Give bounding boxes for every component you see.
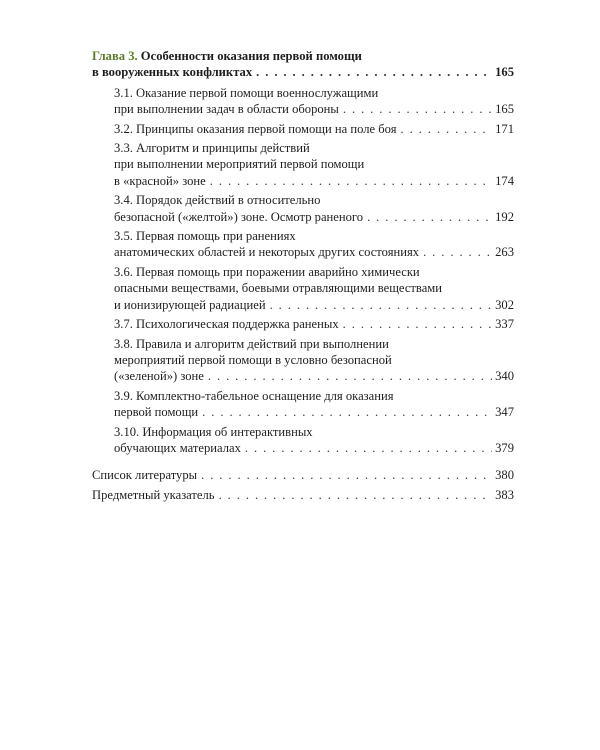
dot-leader [208,368,492,384]
page-number: 380 [495,468,514,483]
section-title-line: анатомических областей и некоторых других состояниях [114,245,420,260]
section-title-line: 3.3. Алгоритм и принципы действий [114,141,310,156]
dot-leader [219,487,493,503]
section-title-line: мероприятий первой помощи в условно безопасной [114,352,392,367]
chapter-title-text: Особенности оказания первой помощи [137,49,362,63]
page-number: 302 [495,297,514,312]
page-number: 383 [495,487,514,502]
dot-leader [270,297,493,313]
section-title-line: обучающих материалах [114,440,241,455]
toc-section-entry[interactable] [92,192,514,225]
section-title-line: 3.4. Порядок действий в относительно [114,193,321,208]
section-title-line: 3.1. Оказание первой помощи военнослужащими [114,85,379,100]
toc-section-entry[interactable] [92,121,514,137]
page-number: 337 [495,317,514,332]
page-number: 347 [495,405,514,420]
back-matter-list [92,467,514,503]
toc-section-entry[interactable] [92,316,514,332]
dot-leader [201,467,492,483]
toc-section-entry[interactable] [92,336,514,385]
page-number: 165 [495,102,514,117]
page-number: 340 [495,369,514,384]
section-title-line: при выполнении задач в области обороны [114,102,339,117]
section-title-line: первой помощи [114,405,199,420]
dot-leader [343,101,492,117]
page-number: 165 [495,65,514,80]
section-title-line: опасными веществами, боевыми отравляющими веществами [114,281,442,296]
section-title-line: безопасной («желтой») зоне. Осмотр раненого [114,209,364,224]
chapter-title-line-2: в вооруженных конфликтах [92,65,253,80]
spacer [92,456,514,464]
back-matter-title: Предметный указатель [92,487,215,502]
page-number: 174 [495,173,514,188]
dot-leader [245,440,492,456]
dot-leader [210,173,492,189]
dot-leader [202,404,492,420]
back-matter-title: Список литературы [92,468,198,483]
toc-section-entry[interactable] [92,264,514,313]
toc-section-entry[interactable] [92,388,514,421]
toc-section-entry[interactable] [92,140,514,189]
dot-leader [423,244,492,260]
dot-leader [401,121,493,137]
chapter-title-line [92,48,362,64]
back-matter-entry[interactable] [92,467,514,483]
section-title-line: и ионизирующей радиацией [114,297,266,312]
table-of-contents [92,48,514,503]
page-number: 263 [495,245,514,260]
section-title-line: 3.9. Комплектно-табельное оснащение для оказания [114,388,394,403]
section-title-line: 3.2. Принципы оказания первой помощи на поле боя [114,121,397,136]
dot-leader [367,209,492,225]
toc-section-entry[interactable] [92,424,514,457]
page-number: 379 [495,440,514,455]
section-list [92,85,514,457]
section-title-line: 3.5. Первая помощь при ранениях [114,229,296,244]
back-matter-entry[interactable] [92,487,514,503]
dot-leader [256,64,492,80]
section-title-line: в «красной» зоне [114,173,206,188]
page-number: 192 [495,209,514,224]
section-title-line: 3.8. Правила и алгоритм действий при выполнении [114,336,389,351]
section-title-line: 3.6. Первая помощь при поражении аварийно химически [114,264,420,279]
dot-leader [343,316,492,332]
chapter-3-entry[interactable] [92,48,514,81]
toc-section-entry[interactable] [92,228,514,261]
section-title-line: 3.10. Информация об интерактивных [114,424,313,439]
section-title-line: («зеленой») зоне [114,369,204,384]
page-number: 171 [495,121,514,136]
chapter-label: Глава 3. [92,49,138,63]
toc-section-entry[interactable] [92,85,514,118]
section-title-line: при выполнении мероприятий первой помощи [114,157,365,172]
section-title-line: 3.7. Психологическая поддержка раненых [114,317,339,332]
